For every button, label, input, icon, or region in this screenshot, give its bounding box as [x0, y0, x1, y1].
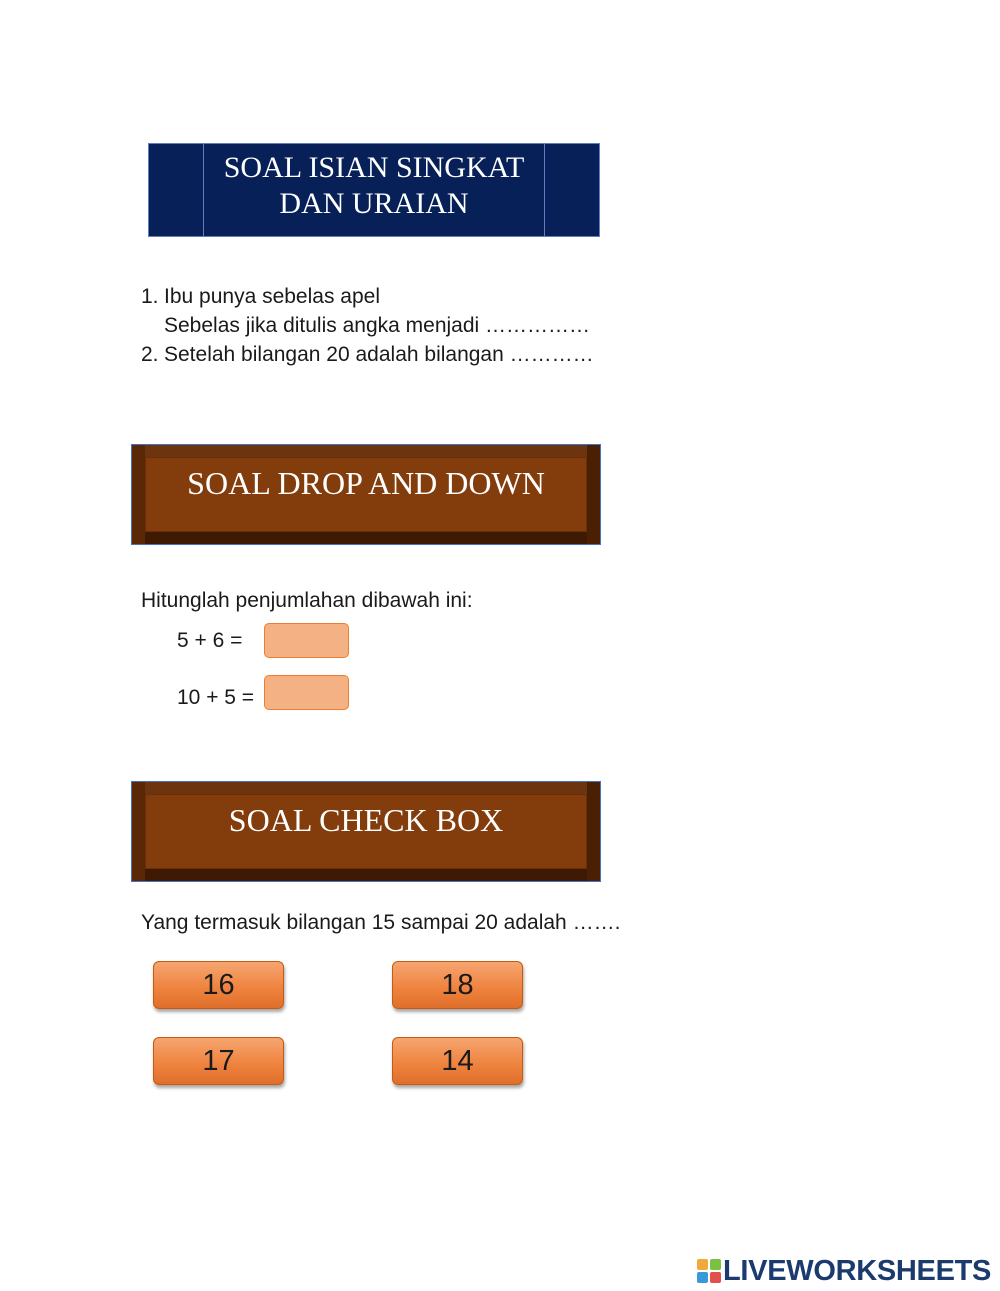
option-button[interactable]: 17 [153, 1037, 284, 1085]
section-title: SOAL CHECK BOX [228, 802, 504, 838]
section-title: SOAL DROP AND DOWN [187, 465, 545, 501]
header-divider [544, 144, 545, 236]
section-header-drag-drop [131, 444, 601, 545]
question-number: 1. [141, 285, 159, 308]
question-number: 2. [141, 343, 159, 366]
section-header-check-box [131, 781, 601, 882]
brand-name: LIVEWORKSHEETS [723, 1255, 992, 1287]
question-list [141, 282, 661, 372]
question-text: Sebelas jika ditulis angka menjadi …………… [164, 314, 591, 337]
instruction-text: Yang termasuk bilangan 15 sampai 20 adalah ……. [141, 911, 621, 934]
equation-label: 5 + 6 = [177, 629, 243, 652]
liveworksheets-logo-icon [697, 1259, 721, 1283]
option-button[interactable]: 14 [392, 1037, 523, 1085]
option-button[interactable]: 16 [153, 961, 284, 1009]
equation-label: 10 + 5 = [177, 686, 255, 709]
question-text: Setelah bilangan 20 adalah bilangan ………… [164, 343, 594, 366]
section-title: SOAL ISIAN SINGKAT DAN URAIAN [223, 151, 525, 220]
option-button[interactable]: 18 [392, 961, 523, 1009]
section-header-short-answer [148, 143, 600, 237]
question-text: Ibu punya sebelas apel [164, 285, 380, 308]
instruction-text: Hitunglah penjumlahan dibawah ini: [141, 589, 473, 612]
answer-drop-box[interactable] [264, 623, 349, 658]
answer-drop-box[interactable] [264, 675, 349, 710]
